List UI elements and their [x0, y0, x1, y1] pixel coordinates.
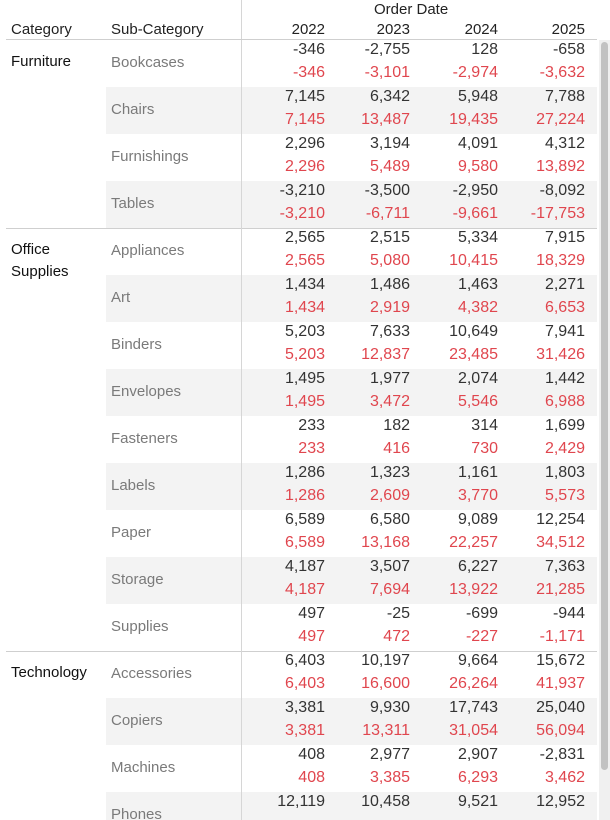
category-label[interactable]: Technology [11, 664, 87, 681]
sub-category-label[interactable]: Storage [111, 571, 164, 588]
profit-value-cell[interactable]: 6,589 [284, 511, 325, 528]
sub-category-label[interactable]: Tables [111, 195, 155, 212]
profit-value-cell[interactable]: 2,977 [369, 746, 410, 763]
profit-value-cell[interactable]: 1,495 [284, 370, 325, 387]
profit-value-cell[interactable]: 233 [298, 417, 325, 434]
profit-value-cell[interactable]: 1,323 [369, 464, 410, 481]
profit-value-cell[interactable]: 9,089 [457, 511, 498, 528]
running-total-cell[interactable]: 13,168 [361, 534, 410, 551]
running-total-cell[interactable]: 12,837 [361, 346, 410, 363]
profit-value-cell[interactable]: 2,515 [369, 229, 410, 246]
profit-value-cell[interactable]: 7,633 [369, 323, 410, 340]
profit-value-cell[interactable]: 1,977 [369, 370, 410, 387]
column-header-year-2024[interactable]: 2024 [464, 21, 498, 38]
profit-value-cell[interactable]: 4,091 [457, 135, 498, 152]
profit-value-cell[interactable]: 6,342 [369, 88, 410, 105]
running-total-cell[interactable]: 13,922 [449, 581, 498, 598]
running-total-cell[interactable]: 27,224 [536, 111, 585, 128]
sub-category-label[interactable]: Supplies [111, 618, 169, 635]
running-total-cell[interactable]: 2,296 [284, 158, 325, 175]
profit-value-cell[interactable]: 314 [471, 417, 498, 434]
running-total-cell[interactable]: 6,403 [284, 675, 325, 692]
profit-value-cell[interactable]: 2,565 [284, 229, 325, 246]
column-header-category[interactable]: Category [11, 21, 72, 38]
sub-category-label[interactable]: Paper [111, 524, 152, 541]
column-group-header-order-date: Order Date [374, 1, 449, 18]
category-label[interactable]: Furniture [11, 53, 72, 70]
profit-value-cell[interactable]: -2,755 [364, 41, 410, 58]
running-total-cell[interactable]: 7,145 [284, 111, 325, 128]
running-total-cell[interactable]: 13,892 [536, 158, 585, 175]
profit-value-cell[interactable]: 1,699 [544, 417, 585, 434]
vertical-scrollbar-thumb[interactable] [601, 42, 608, 770]
running-total-cell[interactable]: -1,171 [539, 628, 585, 645]
sub-category-label[interactable]: Phones [111, 806, 162, 820]
running-total-cell[interactable]: -6,711 [365, 205, 410, 222]
running-total-cell[interactable]: 9,580 [457, 158, 498, 175]
sub-category-label[interactable]: Chairs [111, 101, 155, 118]
running-total-cell[interactable]: 34,512 [536, 534, 585, 551]
running-total-cell[interactable]: 22,257 [449, 534, 498, 551]
profit-value-cell[interactable]: 9,664 [457, 652, 498, 669]
profit-value-cell[interactable]: 2,907 [457, 746, 498, 763]
running-total-cell[interactable]: -2,974 [452, 64, 498, 81]
profit-value-cell[interactable]: 10,197 [361, 652, 410, 669]
running-total-cell[interactable]: 5,080 [369, 252, 410, 269]
profit-value-cell[interactable]: -3,500 [364, 182, 410, 199]
running-total-cell[interactable]: 5,573 [544, 487, 585, 504]
running-total-cell[interactable]: 6,653 [544, 299, 585, 316]
running-total-cell[interactable]: 6,589 [284, 534, 325, 551]
column-header-sub-category[interactable]: Sub-Category [111, 21, 204, 38]
running-total-cell[interactable]: 19,435 [449, 111, 498, 128]
sub-category-label[interactable]: Labels [111, 477, 156, 494]
running-total-cell[interactable]: 10,415 [449, 252, 498, 269]
running-total-cell[interactable]: 3,381 [284, 722, 325, 739]
running-total-cell[interactable]: 1,434 [284, 299, 325, 316]
profit-value-cell[interactable]: 12,119 [277, 793, 325, 810]
running-total-cell[interactable]: 5,489 [369, 158, 410, 175]
running-total-cell[interactable]: 3,770 [457, 487, 498, 504]
sub-category-label[interactable]: Envelopes [111, 383, 182, 400]
sub-category-label[interactable]: Machines [111, 759, 176, 776]
profit-value-cell[interactable]: 10,458 [361, 793, 410, 810]
profit-value-cell[interactable]: 7,788 [544, 88, 585, 105]
profit-value-cell[interactable]: 7,145 [284, 88, 325, 105]
sub-category-label[interactable]: Bookcases [111, 54, 185, 71]
profit-value-cell[interactable]: 17,743 [449, 699, 498, 716]
running-total-cell[interactable]: -3,210 [279, 205, 325, 222]
running-total-cell[interactable]: 1,495 [284, 393, 325, 410]
profit-value-cell[interactable]: 12,254 [536, 511, 585, 528]
profit-value-cell[interactable]: 408 [298, 746, 325, 763]
profit-value-cell[interactable]: 1,486 [369, 276, 410, 293]
running-total-cell[interactable]: -17,753 [530, 205, 585, 222]
profit-value-cell[interactable]: 9,930 [369, 699, 410, 716]
running-total-cell[interactable]: 6,988 [544, 393, 585, 410]
profit-value-cell[interactable]: -2,831 [539, 746, 585, 763]
profit-value-cell[interactable]: 1,161 [457, 464, 498, 481]
running-total-cell[interactable]: 5,546 [457, 393, 498, 410]
running-total-cell[interactable]: -346 [292, 64, 325, 81]
header-bottom-border [6, 39, 597, 40]
profit-value-cell[interactable]: 2,296 [284, 135, 325, 152]
sub-category-label[interactable]: Appliances [111, 242, 185, 259]
profit-value-cell[interactable]: 9,521 [457, 793, 498, 810]
sub-category-label[interactable]: Binders [111, 336, 162, 353]
profit-value-cell[interactable]: 3,194 [369, 135, 410, 152]
profit-value-cell[interactable]: 1,463 [457, 276, 498, 293]
running-total-cell[interactable]: 23,485 [449, 346, 498, 363]
running-total-cell[interactable]: 233 [298, 440, 325, 457]
profit-value-cell[interactable]: 10,649 [449, 323, 498, 340]
profit-value-cell[interactable]: 6,403 [284, 652, 325, 669]
running-total-cell[interactable]: 408 [298, 769, 325, 786]
running-total-cell[interactable]: -3,101 [364, 64, 410, 81]
running-total-cell[interactable]: -9,661 [452, 205, 498, 222]
running-total-cell[interactable]: 2,919 [369, 299, 410, 316]
profit-value-cell[interactable]: 15,672 [536, 652, 585, 669]
running-total-cell[interactable]: 472 [383, 628, 410, 645]
running-total-cell[interactable]: 31,054 [449, 722, 498, 739]
profit-value-cell[interactable]: 4,312 [544, 135, 585, 152]
profit-value-cell[interactable]: 2,074 [457, 370, 498, 387]
profit-value-cell[interactable]: 12,952 [536, 793, 585, 810]
running-total-cell[interactable]: 4,187 [284, 581, 325, 598]
profit-value-cell[interactable]: 1,803 [544, 464, 585, 481]
running-total-cell[interactable]: 2,609 [369, 487, 410, 504]
profit-value-cell[interactable]: 5,203 [284, 323, 325, 340]
running-total-cell[interactable]: 13,311 [362, 722, 410, 739]
profit-value-cell[interactable]: 7,941 [544, 323, 585, 340]
running-total-cell[interactable]: -227 [465, 628, 498, 645]
profit-value-cell[interactable]: 5,948 [457, 88, 498, 105]
running-total-cell[interactable]: 2,565 [284, 252, 325, 269]
profit-value-cell[interactable]: 2,271 [544, 276, 585, 293]
profit-value-cell[interactable]: 1,442 [544, 370, 585, 387]
running-total-cell[interactable]: 13,487 [361, 111, 410, 128]
running-total-cell[interactable]: 3,472 [369, 393, 410, 410]
sub-category-label[interactable]: Furnishings [111, 148, 189, 165]
running-total-cell[interactable]: 26,264 [449, 675, 498, 692]
running-total-cell[interactable]: 3,462 [544, 769, 585, 786]
profit-value-cell[interactable]: -346 [292, 41, 325, 58]
sub-category-label[interactable]: Fasteners [111, 430, 178, 447]
running-total-cell[interactable]: 497 [298, 628, 325, 645]
profit-value-cell[interactable]: -658 [552, 41, 585, 58]
profit-value-cell[interactable]: 4,187 [284, 558, 325, 575]
profit-value-cell[interactable]: 7,363 [544, 558, 585, 575]
sub-category-label[interactable]: Copiers [111, 712, 163, 729]
category-label[interactable]: Office Supplies [11, 241, 69, 280]
running-total-cell[interactable]: 31,426 [536, 346, 585, 363]
profit-value-cell[interactable]: 7,915 [544, 229, 585, 246]
sub-category-label[interactable]: Art [111, 289, 131, 306]
profit-value-cell[interactable]: 3,381 [284, 699, 325, 716]
running-total-cell[interactable]: -3,632 [539, 64, 585, 81]
profit-value-cell[interactable]: 1,286 [284, 464, 325, 481]
running-total-cell[interactable]: 1,286 [284, 487, 325, 504]
running-total-cell[interactable]: 41,937 [536, 675, 585, 692]
profit-value-cell[interactable]: -2,950 [452, 182, 498, 199]
column-header-year-2022[interactable]: 2022 [291, 21, 325, 38]
profit-value-cell[interactable]: 497 [298, 605, 325, 622]
running-total-cell[interactable]: 3,385 [369, 769, 410, 786]
profit-value-cell[interactable]: -3,210 [279, 182, 325, 199]
running-total-cell[interactable]: 2,429 [544, 440, 585, 457]
running-total-cell[interactable]: 7,694 [369, 581, 410, 598]
column-divider [241, 40, 242, 820]
running-total-cell[interactable]: 4,382 [457, 299, 498, 316]
running-total-cell[interactable]: 6,293 [457, 769, 498, 786]
running-total-cell[interactable]: 18,329 [536, 252, 585, 269]
profit-value-cell[interactable]: 6,580 [369, 511, 410, 528]
running-total-cell[interactable]: 21,285 [536, 581, 585, 598]
sub-category-label[interactable]: Accessories [111, 665, 192, 682]
profit-value-cell[interactable]: 128 [471, 41, 498, 58]
profit-value-cell[interactable]: 182 [383, 417, 410, 434]
profit-value-cell[interactable]: 5,334 [457, 229, 498, 246]
column-header-year-2025[interactable]: 2025 [551, 21, 585, 38]
column-header-year-2023[interactable]: 2023 [376, 21, 410, 38]
header-divider [241, 0, 242, 40]
running-total-cell[interactable]: 416 [383, 440, 410, 457]
running-total-cell[interactable]: 730 [471, 440, 498, 457]
profit-value-cell[interactable]: -8,092 [539, 182, 585, 199]
profit-value-cell[interactable]: 3,507 [369, 558, 410, 575]
running-total-cell[interactable]: 16,600 [361, 675, 410, 692]
profit-value-cell[interactable]: -699 [465, 605, 498, 622]
running-total-cell[interactable]: 56,094 [536, 722, 585, 739]
profit-value-cell[interactable]: 25,040 [536, 699, 585, 716]
running-total-cell[interactable]: 5,203 [284, 346, 325, 363]
profit-value-cell[interactable]: -944 [552, 605, 585, 622]
profit-value-cell[interactable]: -25 [386, 605, 410, 622]
profit-value-cell[interactable]: 1,434 [284, 276, 325, 293]
profit-value-cell[interactable]: 6,227 [457, 558, 498, 575]
